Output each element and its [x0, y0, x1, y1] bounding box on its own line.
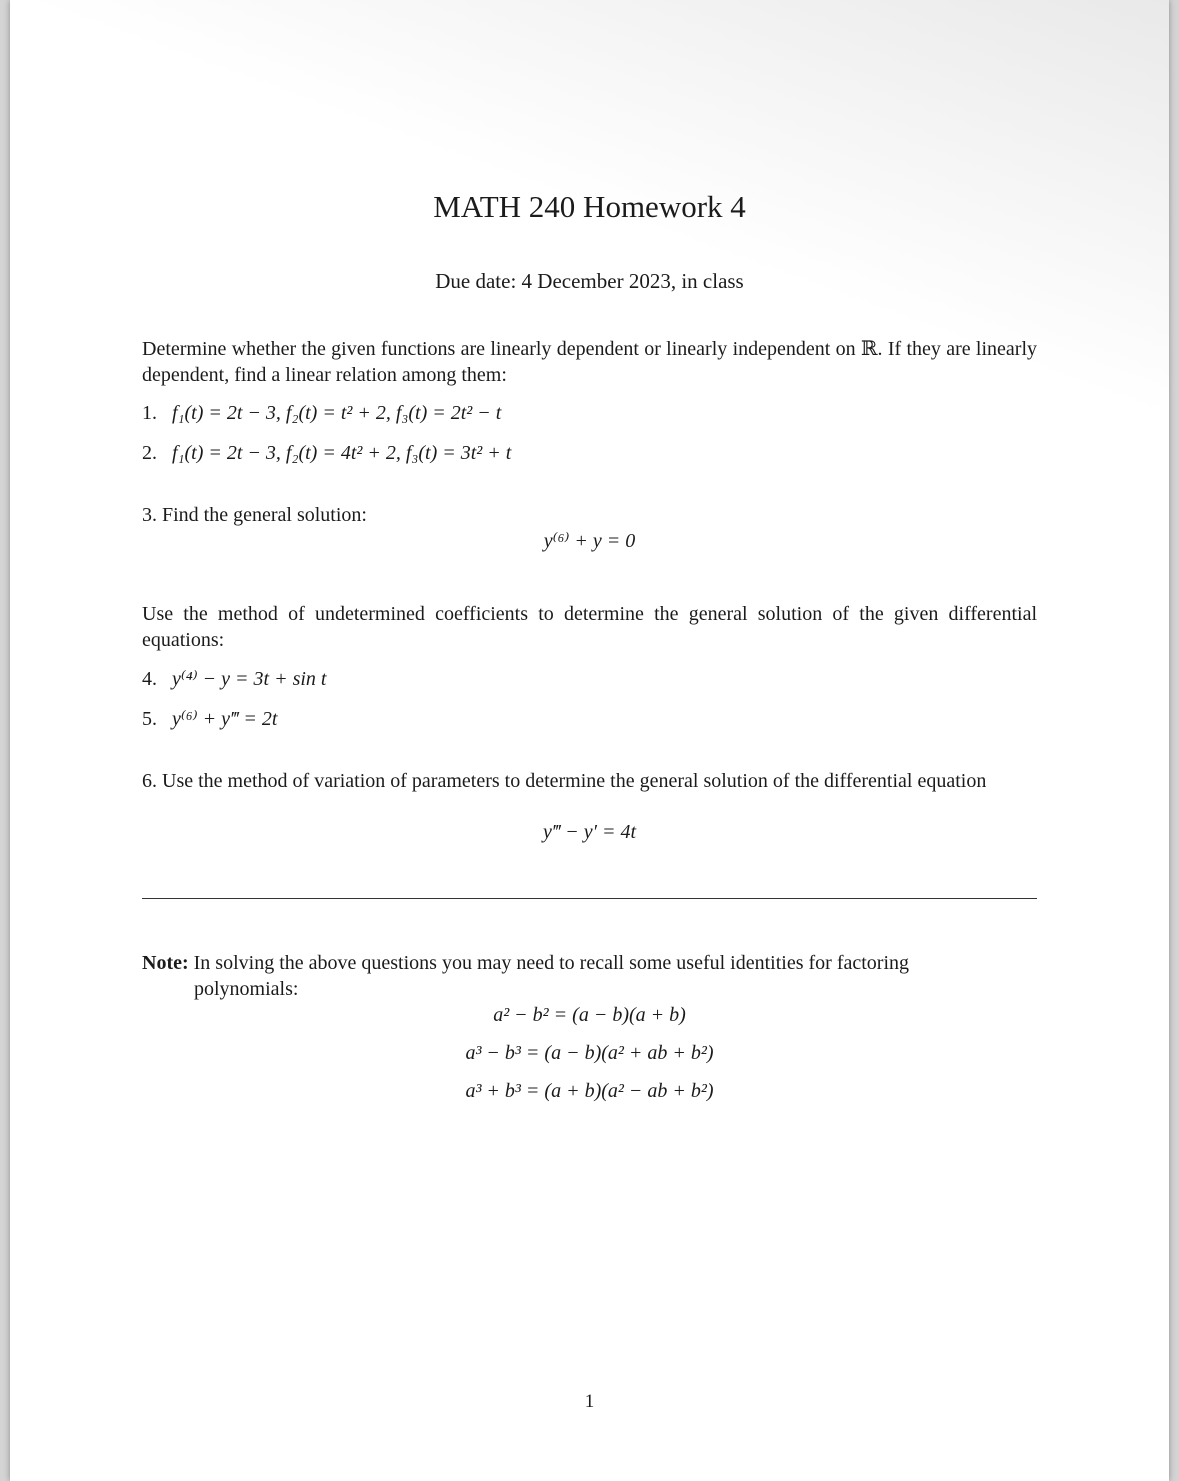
identity-difference-of-squares: a² − b² = (a − b)(a + b) [493, 1004, 686, 1026]
note-text-line-2: polynomials: [194, 978, 299, 1000]
question-1-number: 1. [142, 402, 157, 424]
question-1 [142, 400, 1037, 426]
question-5 [142, 706, 1037, 732]
question-5-expression: y⁽⁶⁾ + y‴ = 2t [172, 708, 278, 730]
question-4-expression: y⁽⁴⁾ − y = 3t + sin t [172, 668, 327, 690]
question-4-number: 4. [142, 668, 157, 690]
identity-sum-of-cubes: a³ + b³ = (a + b)(a² − ab + b²) [465, 1080, 714, 1102]
question-4 [142, 666, 1037, 692]
horizontal-rule [142, 898, 1037, 899]
question-3-text: 3. Find the general solution: [142, 504, 367, 526]
document-page [10, 0, 1169, 1481]
question-5-number: 5. [142, 708, 157, 730]
note-label: Note: [142, 952, 189, 974]
question-2-number: 2. [142, 442, 157, 464]
intro-paragraph-2: Use the method of undetermined coefficients to determine the general solution of the given differential equations: [142, 603, 1037, 651]
due-date: Due date: 4 December 2023, in class [435, 269, 744, 293]
intro-paragraph-1: Determine whether the given functions are linearly dependent or linearly independent on ℝ. If they are linearly dependent, find a linear relation among them: [142, 338, 1037, 386]
question-3-equation: y⁽⁶⁾ + y = 0 [543, 530, 636, 552]
page-number: 1 [584, 1391, 595, 1412]
question-2 [142, 440, 1037, 466]
note-block [142, 950, 1037, 1002]
question-2-expression: f₁(t) = 2t − 3, f₂(t) = 4t² + 2, f₃(t) = 3t² + t [172, 442, 512, 464]
page-title: MATH 240 Homework 4 [433, 189, 746, 224]
question-1-expression: f₁(t) = 2t − 3, f₂(t) = t² + 2, f₃(t) = 2t² − t [172, 402, 502, 424]
identity-difference-of-cubes: a³ − b³ = (a − b)(a² + ab + b²) [465, 1042, 714, 1064]
question-6-equation: y‴ − y′ = 4t [542, 821, 637, 843]
note-text-line-1: In solving the above questions you may need to recall some useful identities for factoring [193, 952, 910, 974]
question-6-text: 6. Use the method of variation of parameters to determine the general solution of the differential equation [142, 770, 987, 792]
page-content [142, 0, 1037, 1481]
